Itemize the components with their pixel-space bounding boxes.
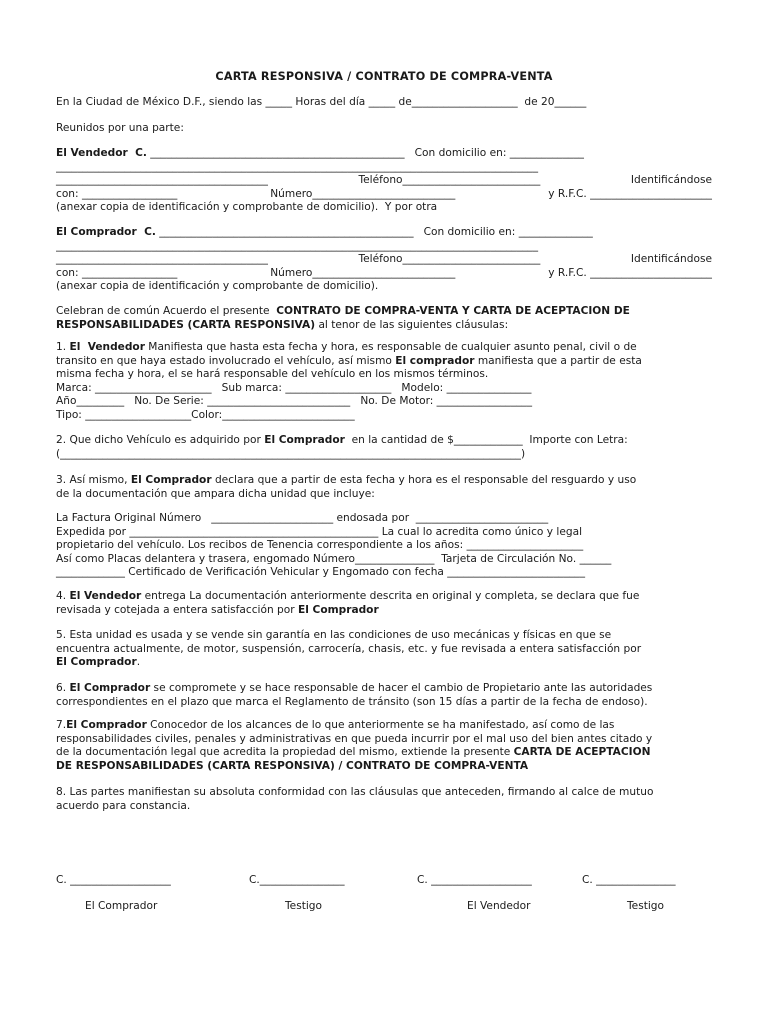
seller-annex-note: (anexar copia de identificación y comprobante de domicilio). Y por otra — [56, 201, 438, 214]
clause-3: 3. Así mismo, El Comprador declara que a partir de esta fecha y hora es el responsable del resguardo y uso de la documentación que ampara dicha unidad que incluye: — [56, 474, 637, 500]
seller-name-line: El Vendedor C. ________________________________________________ Con domicilio en: ______________ — [56, 147, 584, 159]
intro-reunidos: Reunidos por una parte: — [56, 122, 184, 134]
buyer-name-line: El Comprador C. ________________________________________________ Con domicilio en: ______________ — [56, 226, 593, 238]
buyer-annex-note: (anexar copia de identificación y comprobante de domicilio). — [56, 280, 379, 293]
invoice-line: La Factura Original Número _______________________ endosada por _________________________ — [56, 512, 549, 524]
tenencia-line: propietario del vehículo. Los recibos de Tenencia correspondiente a los años: ______________________ — [56, 539, 584, 552]
signature-line-witness-1: C.________________ — [249, 874, 345, 886]
clause-8: 8. Las partes manifiestan su absoluta conformidad con las cláusulas que anteceden, firmando al calce de mutuo acuerdo para constancia. — [56, 786, 654, 812]
signature-label-witness-2: Testigo — [627, 900, 665, 912]
seller-section — [56, 147, 712, 215]
buyer-id-line: con: __________________ Número___________________________ y R.F.C. _______________________ — [56, 266, 712, 279]
clause-5: 5. Esta unidad es usada y se vende sin garantía en las condiciones de uso mecánicas y físicas en que se encuentra actualmente, de motor, suspensión, carrocería, chasis, etc. y fue revisada a entera satisfacción por El Comprador. — [56, 629, 642, 669]
buyer-address-line: ___________________________________________________________________________________________ — [56, 239, 539, 252]
clause-4: 4. El Vendedor entrega La documentación anteriormente descrita en original y completa, se declara que fue revisada y cotejada a entera satisfacción por El Comprador — [56, 590, 640, 616]
buyer-section — [56, 226, 712, 294]
vehicle-type-line: Tipo: ____________________Color:_________________________ — [56, 408, 355, 421]
signature-line-seller: C. ___________________ — [417, 874, 532, 886]
issued-by-line: Expedida por _______________________________________________ La cual lo acredita como único y legal — [56, 525, 583, 538]
agreement-intro: Celebran de común Acuerdo el presente CONTRATO DE COMPRA-VENTA Y CARTA DE ACEPTACION DE RESPONSABILIDADES (CARTA RESPONSIVA) al tenor de las siguientes cláusulas: — [56, 305, 630, 331]
buyer-phone-line: ________________________________________ Teléfono__________________________ Identificándose — [56, 253, 712, 266]
clause-7: 7.El Comprador Conocedor de los alcances de lo que anteriormente se ha manifestado, así como de las responsabilidades civiles, penales y administrativas en que pueda incurrir por el mal uso del bien antes citado y de la documentación legal que acredita la propiedad del mismo, extiende la presente CARTA DE ACEPTACION DE RESPONSABILIDADES (CARTA RESPONSIVA) / CONTRATO DE COMPRA-VENTA — [56, 719, 653, 772]
intro-place-date: En la Ciudad de México D.F., siendo las _____ Horas del día _____ de____________________ de 20______ — [56, 96, 587, 108]
clause-1: 1. El Vendedor Manifiesta que hasta esta fecha y hora, es responsable de cualquier asunto penal, civil o de transito en que haya estado involucrado el vehículo, así mismo El comprador manifiesta que a partir de esta misma fecha y hora, el se hará responsable del vehículo en los mismos términos. Marca: ______________________ Sub marca: ____________________ Modelo: ________________ Año_________ No. De Serie: ___________________________ No. De Motor: __________________ Tipo: ____________________Color:_________________________ — [56, 341, 712, 423]
amount-in-words-line: (_______________________________________________________________________________________) — [56, 447, 526, 460]
signature-line-witness-2: C. _______________ — [582, 874, 676, 886]
verification-line: _____________ Certificado de Verificación Vehicular y Engomado con fecha __________________________ — [56, 566, 586, 579]
clause-3-documents — [56, 512, 712, 580]
plates-line: Así como Placas delantera y trasera, engomado Número_______________ Tarjeta de Circulación No. ______ — [56, 552, 612, 565]
clause-6: 6. El Comprador se compromete y se hace responsable de hacer el cambio de Propietario ante las autoridades correspondientes en el plazo que marca el Reglamento de tránsito (son 15 días a partir de la fecha de endoso). — [56, 682, 653, 708]
vehicle-year-line: Año_________ No. De Serie: ___________________________ No. De Motor: __________________ — [56, 395, 533, 408]
seller-phone-line: ________________________________________ Teléfono__________________________ Identificándose — [56, 174, 712, 187]
seller-address-line: ___________________________________________________________________________________________ — [56, 160, 539, 173]
vehicle-brand-line: Marca: ______________________ Sub marca: ____________________ Modelo: ________________ — [56, 381, 532, 394]
document-title: CARTA RESPONSIVA / CONTRATO DE COMPRA-VENTA — [215, 70, 553, 83]
signature-label-buyer: El Comprador — [85, 900, 158, 912]
signature-line-buyer: C. ___________________ — [56, 874, 171, 886]
clause-2: 2. Que dicho Vehículo es adquirido por El Comprador en la cantidad de $_____________ Importe con Letra: (_______________________________________________________________________________________) — [56, 434, 712, 461]
signature-label-seller: El Vendedor — [467, 900, 531, 912]
seller-id-line: con: __________________ Número___________________________ y R.F.C. _______________________ — [56, 187, 712, 200]
signature-label-witness-1: Testigo — [285, 900, 323, 912]
